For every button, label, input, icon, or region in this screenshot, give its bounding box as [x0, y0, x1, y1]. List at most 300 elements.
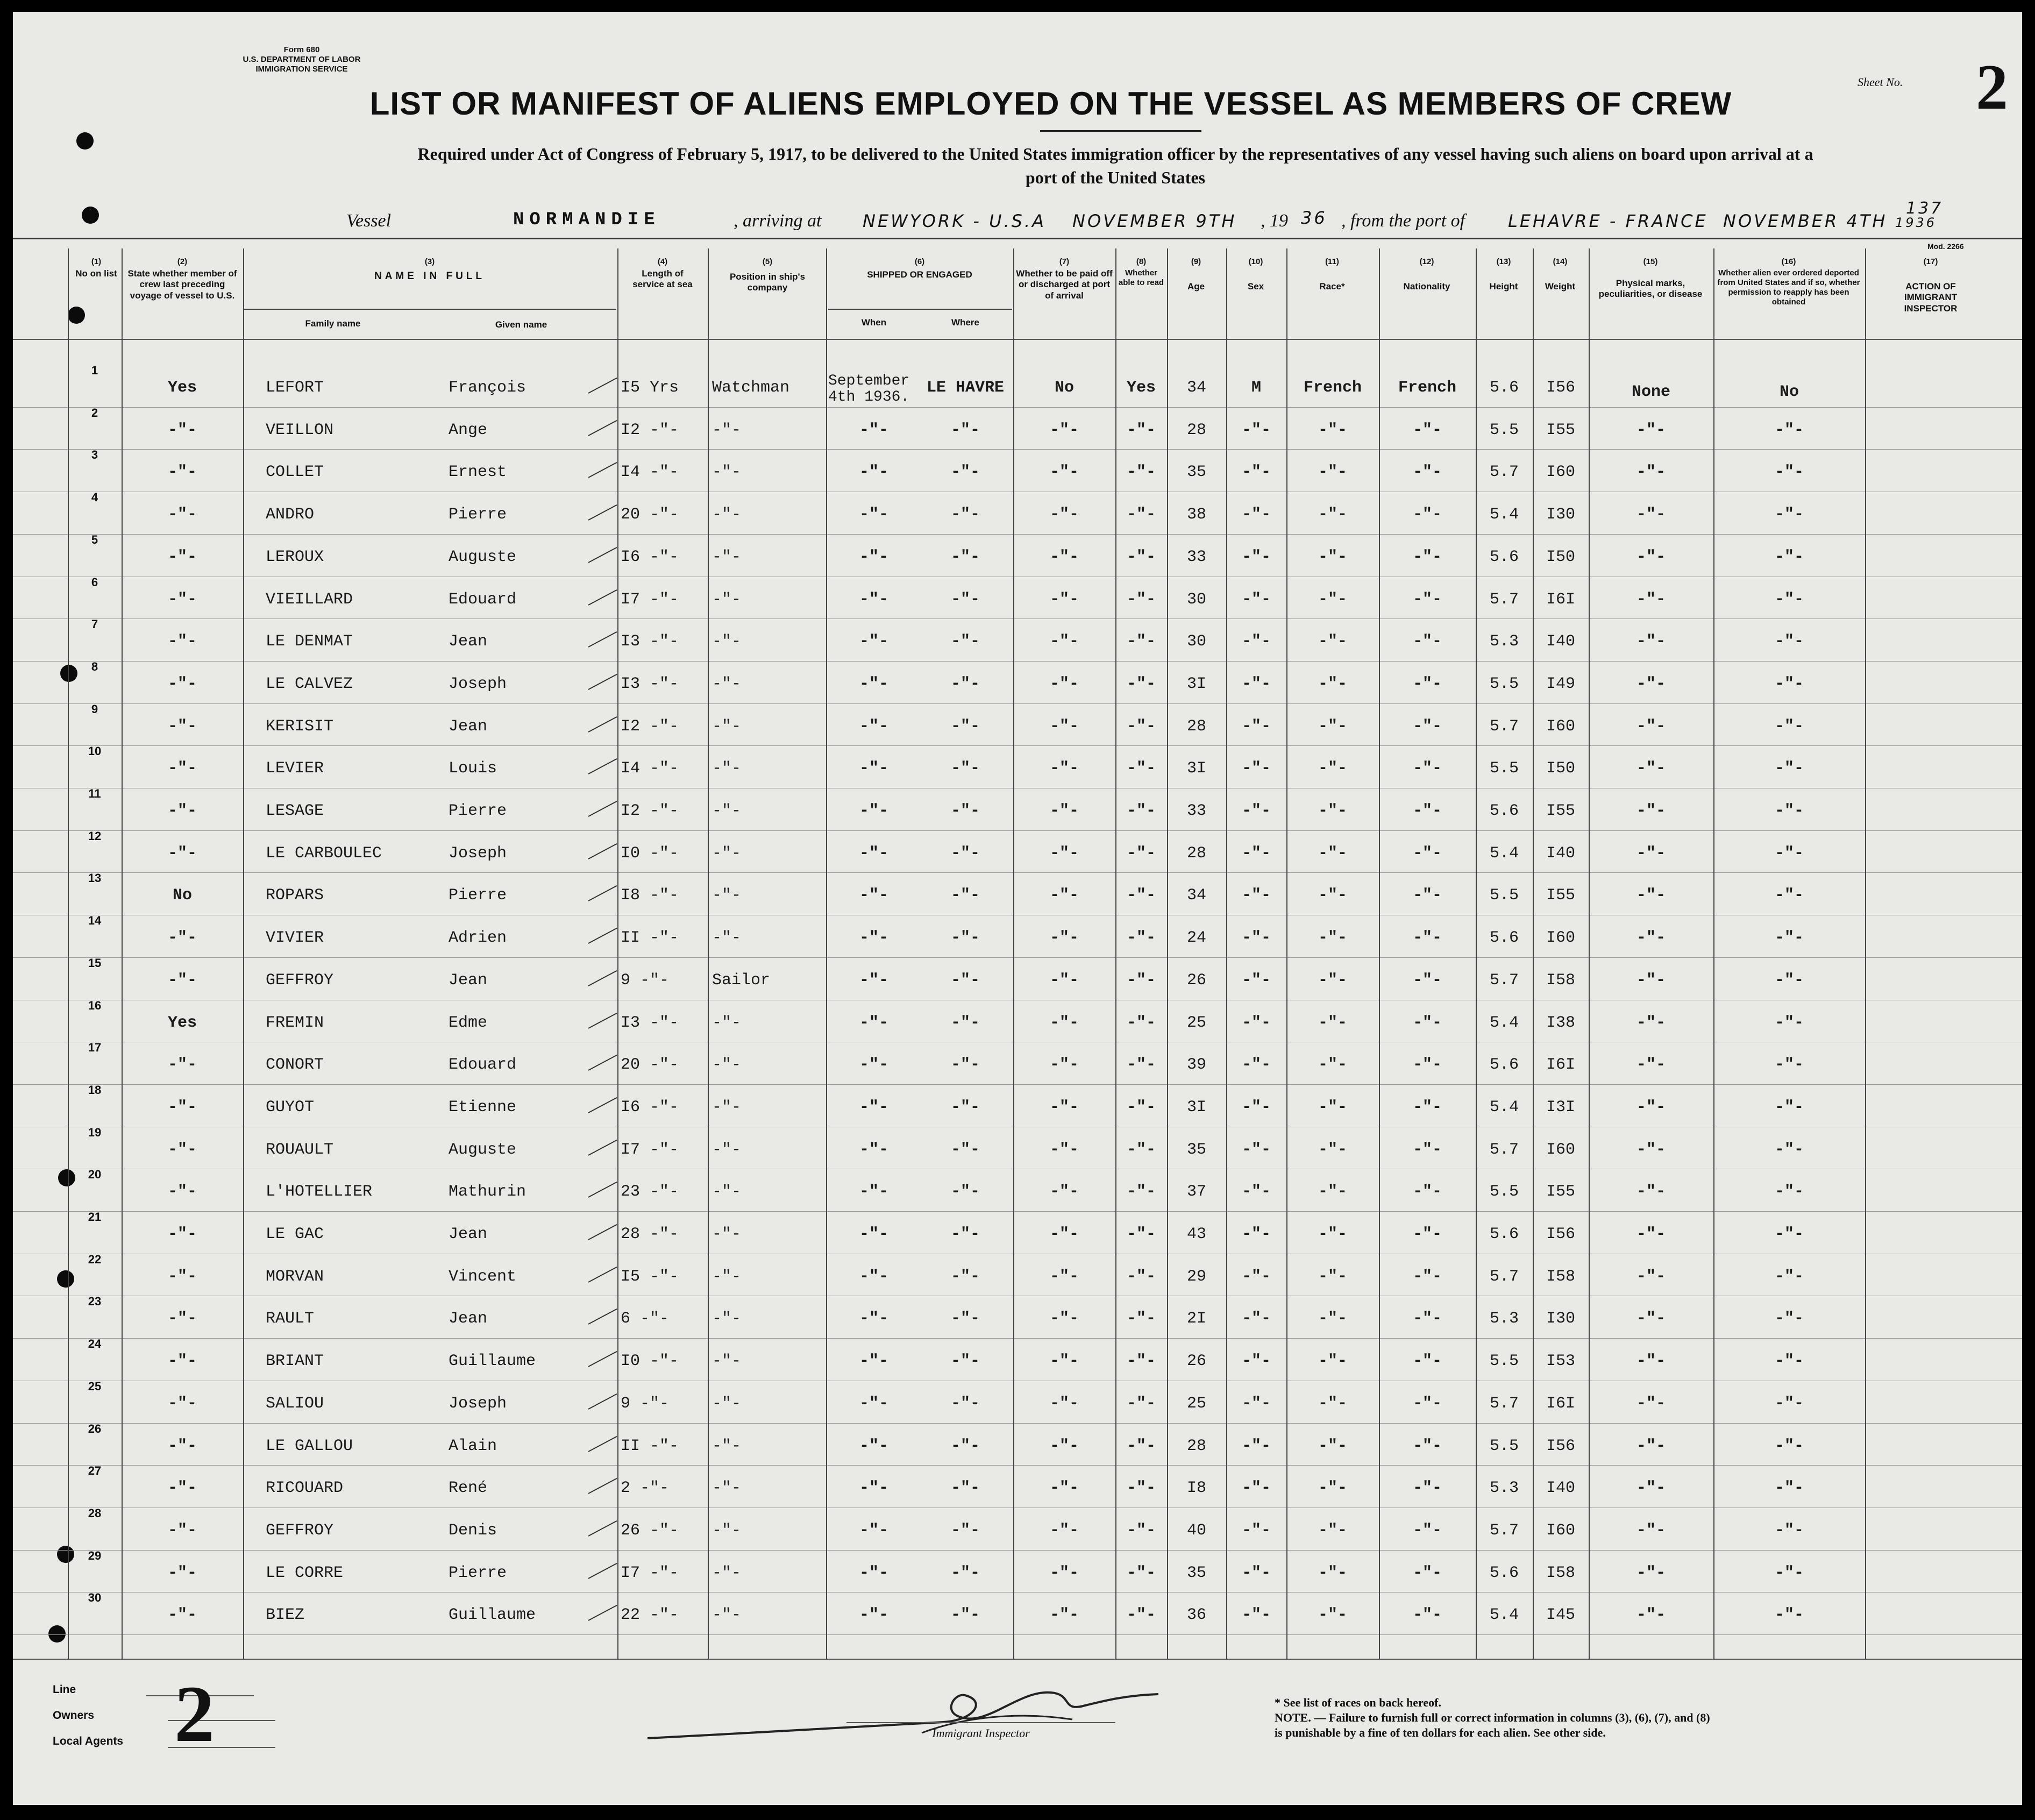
paid-off-cell: -"- [1049, 421, 1079, 439]
nationality-cell: -"- [1412, 1098, 1442, 1117]
shipped-where-cell: -"- [950, 506, 980, 524]
nationality-cell: -"- [1412, 1056, 1442, 1075]
given-name-cell: Ange [449, 421, 488, 439]
race-cell: -"- [1318, 929, 1347, 948]
sex-cell: -"- [1241, 844, 1271, 863]
penalty-note-line-1: NOTE. — Failure to furnish full or correct information in columns (3), (6), (7), and (8) [1275, 1711, 1710, 1724]
given-name-subheader: Given name [495, 319, 547, 330]
nationality-cell: -"- [1412, 886, 1442, 905]
length-of-service-cell: 6 -"- [621, 1310, 670, 1328]
weight-cell: I30 [1546, 506, 1575, 524]
weight-cell: I58 [1546, 1563, 1575, 1582]
deported-cell: -"- [1774, 1098, 1804, 1117]
family-name-cell: LE DENMAT [266, 632, 353, 651]
height-cell: 5.5 [1489, 1352, 1519, 1371]
sex-cell: -"- [1241, 590, 1271, 609]
age-cell: 3I [1186, 1098, 1206, 1117]
nationality-cell: French [1398, 379, 1457, 397]
line-number: 19 [88, 1125, 102, 1139]
shipped-where-cell: -"- [950, 632, 980, 651]
given-name-cell: Pierre [449, 802, 507, 820]
physical-marks-cell: -"- [1636, 674, 1666, 693]
length-of-service-cell: 20 -"- [621, 506, 679, 524]
position-cell: Sailor [712, 971, 771, 990]
nationality-cell: -"- [1412, 929, 1442, 948]
race-cell: -"- [1318, 590, 1347, 609]
inspector-rule [846, 1722, 1115, 1723]
age-cell: 28 [1186, 1437, 1206, 1455]
physical-marks-cell: -"- [1636, 802, 1666, 820]
length-of-service-cell: 26 -"- [621, 1521, 679, 1540]
family-name-cell: CONORT [266, 1056, 324, 1075]
physical-marks-cell: -"- [1636, 1098, 1666, 1117]
line-number: 3 [91, 448, 98, 462]
age-cell: 36 [1186, 1606, 1206, 1625]
row-rule [13, 1634, 2022, 1635]
previous-voyage-cell: -"- [167, 844, 197, 863]
height-cell: 5.7 [1489, 1267, 1519, 1286]
age-cell: 24 [1186, 929, 1206, 948]
family-name-cell: MORVAN [266, 1267, 324, 1286]
line-number: 5 [91, 532, 98, 546]
previous-voyage-cell: -"- [167, 632, 197, 651]
position-cell: -"- [712, 1563, 742, 1582]
position-cell: -"- [712, 1394, 742, 1413]
vessel-name: NORMANDIE [513, 210, 660, 230]
position-cell: -"- [712, 506, 742, 524]
position-cell: -"- [712, 421, 742, 439]
line-number: 12 [88, 829, 102, 843]
height-cell: 5.7 [1489, 590, 1519, 609]
shipped-where-cell: -"- [950, 1563, 980, 1582]
column-rule [617, 248, 618, 1659]
given-name-cell: Denis [449, 1521, 497, 1540]
col-13-header: (13) Height [1489, 257, 1518, 292]
age-cell: 2I [1186, 1310, 1206, 1328]
race-cell: -"- [1318, 1225, 1347, 1243]
line-number: 29 [88, 1548, 102, 1562]
previous-voyage-cell: -"- [167, 1521, 197, 1540]
sex-cell: -"- [1241, 1521, 1271, 1540]
shipped-when-cell: -"- [859, 674, 888, 693]
weight-cell: I56 [1546, 1225, 1575, 1243]
race-cell: -"- [1318, 1437, 1347, 1455]
family-name-cell: BIEZ [266, 1606, 305, 1625]
family-name-cell: LE CALVEZ [266, 674, 353, 693]
given-name-cell: Etienne [449, 1098, 517, 1117]
deported-cell: -"- [1774, 1521, 1804, 1540]
position-cell: -"- [712, 802, 742, 820]
previous-voyage-cell: -"- [167, 1606, 197, 1625]
weight-cell: I60 [1546, 1521, 1575, 1540]
weight-cell: I49 [1546, 674, 1575, 693]
sex-cell: -"- [1241, 1563, 1271, 1582]
family-name-cell: LESAGE [266, 802, 324, 820]
physical-marks-cell: -"- [1636, 844, 1666, 863]
row-rule [13, 957, 2022, 958]
shipped-when-cell: -"- [859, 1140, 888, 1159]
nationality-cell: -"- [1412, 1140, 1442, 1159]
column-rule [1167, 248, 1168, 1659]
given-name-cell: Mathurin [449, 1183, 526, 1202]
family-name-cell: L'HOTELLIER [266, 1183, 373, 1202]
shipped-when-cell: -"- [859, 1056, 888, 1075]
able-to-read-cell: -"- [1126, 632, 1156, 651]
deported-cell: -"- [1774, 886, 1804, 905]
sex-cell: -"- [1241, 886, 1271, 905]
col-17-header: (17) ACTION OF IMMIGRANT INSPECTOR [1904, 257, 1958, 314]
family-name-cell: KERISIT [266, 717, 334, 736]
weight-cell: I60 [1546, 463, 1575, 482]
previous-voyage-cell: -"- [167, 1437, 197, 1455]
weight-cell: I60 [1546, 1140, 1575, 1159]
position-cell: -"- [712, 844, 742, 863]
height-cell: 5.5 [1489, 886, 1519, 905]
weight-cell: I53 [1546, 1352, 1575, 1371]
weight-cell: I6I [1546, 1056, 1575, 1075]
sex-cell: -"- [1241, 759, 1271, 778]
line-number: 1 [91, 364, 98, 377]
race-cell: -"- [1318, 759, 1347, 778]
previous-voyage-cell: -"- [167, 929, 197, 948]
previous-voyage-cell: -"- [167, 548, 197, 566]
line-number: 4 [91, 490, 98, 504]
physical-marks-cell: -"- [1636, 1225, 1666, 1243]
position-cell: -"- [712, 1606, 742, 1625]
row-rule [13, 703, 2022, 704]
previous-voyage-cell: -"- [167, 1563, 197, 1582]
physical-marks-cell: -"- [1636, 759, 1666, 778]
shipped-when-cell: -"- [859, 1521, 888, 1540]
age-cell: 30 [1186, 590, 1206, 609]
sex-cell: -"- [1241, 1352, 1271, 1371]
paid-off-cell: -"- [1049, 548, 1079, 566]
family-name-cell: LEFORT [266, 379, 324, 397]
shipped-when-cell: -"- [859, 1183, 888, 1202]
able-to-read-cell: -"- [1126, 1140, 1156, 1159]
height-cell: 5.5 [1489, 1183, 1519, 1202]
col-16-header: (16) Whether alien ever ordered deported from United States and if so, whether permission to reapply has been obtained [1717, 257, 1860, 307]
position-cell: -"- [712, 1098, 742, 1117]
row-rule [13, 618, 2022, 619]
length-of-service-cell: I3 -"- [621, 632, 679, 651]
given-name-cell: Auguste [449, 548, 517, 566]
line-label: Line [53, 1683, 76, 1696]
position-cell: -"- [712, 1267, 742, 1286]
sex-cell: -"- [1241, 1183, 1271, 1202]
weight-cell: I56 [1546, 1437, 1575, 1455]
weight-cell: I45 [1546, 1606, 1575, 1625]
shipped-when-cell: -"- [859, 463, 888, 482]
age-cell: 35 [1186, 463, 1206, 482]
deported-cell: -"- [1774, 1563, 1804, 1582]
col-5-header: (5) Position in ship's company [729, 257, 806, 293]
line-number: 16 [88, 998, 102, 1012]
column-rule [1013, 248, 1014, 1659]
row-rule [13, 1550, 2022, 1551]
nationality-cell: -"- [1412, 1225, 1442, 1243]
arrival-date: NOVEMBER 9TH [1072, 211, 1237, 231]
shipped-where-cell: -"- [950, 1183, 980, 1202]
paid-off-cell: -"- [1049, 1183, 1079, 1202]
family-name-cell: ANDRO [266, 506, 315, 524]
height-cell: 5.5 [1489, 759, 1519, 778]
local-agents-label: Local Agents [53, 1735, 124, 1747]
age-cell: 28 [1186, 421, 1206, 439]
shipped-where-cell: -"- [950, 929, 980, 948]
col-1-header: (1) No on list [75, 257, 117, 279]
row-rule [13, 1423, 2022, 1424]
deported-cell: -"- [1774, 1013, 1804, 1032]
given-name-cell: Adrien [449, 929, 507, 948]
column-headers [13, 248, 2022, 356]
sex-cell: -"- [1241, 1267, 1271, 1286]
able-to-read-cell: -"- [1126, 1352, 1156, 1371]
deported-cell: -"- [1774, 1183, 1804, 1202]
shipped-where-cell: -"- [950, 548, 980, 566]
physical-marks-cell: -"- [1636, 1563, 1666, 1582]
col-6-header: (6) SHIPPED OR ENGAGED [867, 257, 972, 280]
race-cell: -"- [1318, 1013, 1347, 1032]
nationality-cell: -"- [1412, 844, 1442, 863]
able-to-read-cell: -"- [1126, 674, 1156, 693]
able-to-read-cell: -"- [1126, 844, 1156, 863]
nationality-cell: -"- [1412, 1437, 1442, 1455]
weight-cell: I58 [1546, 971, 1575, 990]
shipped-when-cell: -"- [859, 1225, 888, 1243]
shipped-when-cell: -"- [859, 844, 888, 863]
position-cell: -"- [712, 929, 742, 948]
able-to-read-cell: -"- [1126, 1437, 1156, 1455]
nationality-cell: -"- [1412, 1521, 1442, 1540]
row-rule [13, 1338, 2022, 1339]
race-cell: -"- [1318, 421, 1347, 439]
deported-cell: -"- [1774, 1437, 1804, 1455]
nationality-cell: -"- [1412, 802, 1442, 820]
nationality-cell: -"- [1412, 548, 1442, 566]
column-rule [708, 248, 709, 1659]
nationality-cell: -"- [1412, 971, 1442, 990]
position-cell: -"- [712, 1056, 742, 1075]
length-of-service-cell: 23 -"- [621, 1183, 679, 1202]
family-name-cell: GEFFROY [266, 1521, 334, 1540]
vessel-label: Vessel [346, 211, 392, 231]
shipped-when-cell: -"- [859, 759, 888, 778]
shipped-where-cell: -"- [950, 1225, 980, 1243]
given-name-cell: Pierre [449, 886, 507, 905]
position-cell: -"- [712, 1521, 742, 1540]
length-of-service-cell: II -"- [621, 929, 679, 948]
height-cell: 5.5 [1489, 1437, 1519, 1455]
paid-off-cell: -"- [1049, 674, 1079, 693]
race-cell: -"- [1318, 1394, 1347, 1413]
sex-cell: -"- [1241, 1479, 1271, 1498]
physical-marks-cell: -"- [1636, 1267, 1666, 1286]
age-cell: 39 [1186, 1056, 1206, 1075]
column-rule [1865, 248, 1866, 1659]
line-number: 15 [88, 956, 102, 970]
family-name-cell: LE CORRE [266, 1563, 344, 1582]
deported-cell: -"- [1774, 844, 1804, 863]
length-of-service-cell: I0 -"- [621, 1352, 679, 1371]
deported-cell: -"- [1774, 971, 1804, 990]
age-cell: 38 [1186, 506, 1206, 524]
able-to-read-cell: -"- [1126, 1098, 1156, 1117]
race-cell: -"- [1318, 1606, 1347, 1625]
given-name-cell: Ernest [449, 463, 507, 482]
age-cell: 28 [1186, 717, 1206, 736]
sex-cell: -"- [1241, 632, 1271, 651]
previous-voyage-cell: -"- [167, 717, 197, 736]
previous-voyage-cell: -"- [167, 1479, 197, 1498]
header-bottom-rule [13, 339, 2022, 340]
deported-cell: -"- [1774, 1140, 1804, 1159]
col-3-header: (3) NAME IN FULL [374, 257, 486, 282]
row-rule [13, 534, 2022, 535]
weight-cell: I40 [1546, 844, 1575, 863]
line-number: 8 [91, 659, 98, 673]
race-cell: -"- [1318, 548, 1347, 566]
annotation-number: 137 [1906, 199, 1944, 218]
height-cell: 5.7 [1489, 1521, 1519, 1540]
able-to-read-cell: -"- [1126, 802, 1156, 820]
column-rule [1379, 248, 1380, 1659]
shipped-where-cell: -"- [950, 590, 980, 609]
line-number: 9 [91, 702, 98, 716]
length-of-service-cell: I8 -"- [621, 886, 679, 905]
age-cell: 3I [1186, 674, 1206, 693]
physical-marks-cell: -"- [1636, 1013, 1666, 1032]
column-rule [1589, 248, 1590, 1659]
given-name-cell: Edouard [449, 1056, 517, 1075]
shipped-when-cell: -"- [859, 929, 888, 948]
given-name-cell: Jean [449, 1225, 488, 1243]
previous-voyage-cell: Yes [167, 379, 197, 397]
race-cell: -"- [1318, 1183, 1347, 1202]
previous-voyage-cell: -"- [167, 1394, 197, 1413]
age-cell: 25 [1186, 1394, 1206, 1413]
nationality-cell: -"- [1412, 1394, 1442, 1413]
height-cell: 5.6 [1489, 548, 1519, 566]
shipped-where-cell: -"- [950, 1606, 980, 1625]
shipped-when-cell: -"- [859, 971, 888, 990]
able-to-read-cell: -"- [1126, 548, 1156, 566]
position-cell: -"- [712, 632, 742, 651]
able-to-read-cell: -"- [1126, 1013, 1156, 1032]
column-rule [1713, 248, 1714, 1659]
physical-marks-cell: -"- [1636, 421, 1666, 439]
race-cell: -"- [1318, 717, 1347, 736]
line-number: 26 [88, 1421, 102, 1435]
able-to-read-cell: -"- [1126, 971, 1156, 990]
where-subheader: Where [951, 317, 979, 328]
column-rule [1286, 248, 1287, 1659]
nationality-cell: -"- [1412, 1563, 1442, 1582]
paid-off-cell: -"- [1049, 1352, 1079, 1371]
mod-number: Mod. 2266 [1927, 242, 1964, 251]
weight-cell: I6I [1546, 590, 1575, 609]
able-to-read-cell: -"- [1126, 506, 1156, 524]
column-rule [826, 248, 827, 1659]
footer-labels [53, 1677, 123, 1754]
shipped-when-cell: -"- [859, 1267, 888, 1286]
paid-off-cell: -"- [1049, 1225, 1079, 1243]
sex-cell: M [1251, 379, 1261, 397]
age-cell: I8 [1186, 1479, 1206, 1498]
position-cell: -"- [712, 548, 742, 566]
footer-notes [1275, 1695, 1710, 1740]
sex-cell: -"- [1241, 1606, 1271, 1625]
paid-off-cell: -"- [1049, 632, 1079, 651]
position-cell: -"- [712, 1352, 742, 1371]
deported-cell: -"- [1774, 802, 1804, 820]
previous-voyage-cell: -"- [167, 971, 197, 990]
name-subheader-rule [244, 309, 616, 310]
position-cell: -"- [712, 759, 742, 778]
shipped-subheader-rule [828, 309, 1012, 310]
inspector-label: Immigrant Inspector [932, 1726, 1030, 1740]
shipped-where-cell: -"- [950, 1394, 980, 1413]
length-of-service-cell: 22 -"- [621, 1606, 679, 1625]
race-cell: -"- [1318, 1479, 1347, 1498]
deported-cell: -"- [1774, 1056, 1804, 1075]
nationality-cell: -"- [1412, 1267, 1442, 1286]
able-to-read-cell: -"- [1126, 1521, 1156, 1540]
line-number: 20 [88, 1168, 102, 1182]
age-cell: 40 [1186, 1521, 1206, 1540]
column-rule [1533, 248, 1534, 1659]
previous-voyage-cell: -"- [167, 1267, 197, 1286]
physical-marks-cell: -"- [1636, 506, 1666, 524]
row-rule [13, 1465, 2022, 1466]
length-of-service-cell: I3 -"- [621, 1013, 679, 1032]
family-name-cell: FREMIN [266, 1013, 324, 1032]
col-7-header: (7) Whether to be paid off or discharged at port of arrival [1016, 257, 1113, 301]
race-cell: -"- [1318, 1267, 1347, 1286]
previous-voyage-cell: -"- [167, 759, 197, 778]
family-name-cell: ROPARS [266, 886, 324, 905]
age-cell: 43 [1186, 1225, 1206, 1243]
height-cell: 5.7 [1489, 463, 1519, 482]
height-cell: 5.6 [1489, 1563, 1519, 1582]
weight-cell: I56 [1546, 379, 1575, 397]
nationality-cell: -"- [1412, 1352, 1442, 1371]
owners-label: Owners [53, 1709, 95, 1722]
line-number: 18 [88, 1083, 102, 1097]
able-to-read-cell: -"- [1126, 1310, 1156, 1328]
shipped-where-cell: -"- [950, 844, 980, 863]
physical-marks-cell: -"- [1636, 590, 1666, 609]
line-number: 24 [88, 1337, 102, 1351]
family-name-cell: ROUAULT [266, 1140, 334, 1159]
manifest-sheet [13, 12, 2022, 1805]
given-name-cell: Edouard [449, 590, 517, 609]
table-bottom-rule [13, 1659, 2022, 1660]
weight-cell: I58 [1546, 1267, 1575, 1286]
line-number: 6 [91, 575, 98, 589]
arrival-year: 36 [1301, 208, 1327, 228]
column-rule [1226, 248, 1227, 1659]
line-number: 28 [88, 1506, 102, 1520]
line-number: 7 [91, 617, 98, 631]
length-of-service-cell: 20 -"- [621, 1056, 679, 1075]
shipped-when-cell: -"- [859, 421, 888, 439]
previous-voyage-cell: -"- [167, 1310, 197, 1328]
family-name-cell: GEFFROY [266, 971, 334, 990]
given-name-cell: Jean [449, 632, 488, 651]
race-cell: -"- [1318, 506, 1347, 524]
shipped-when-cell: -"- [859, 1479, 888, 1498]
